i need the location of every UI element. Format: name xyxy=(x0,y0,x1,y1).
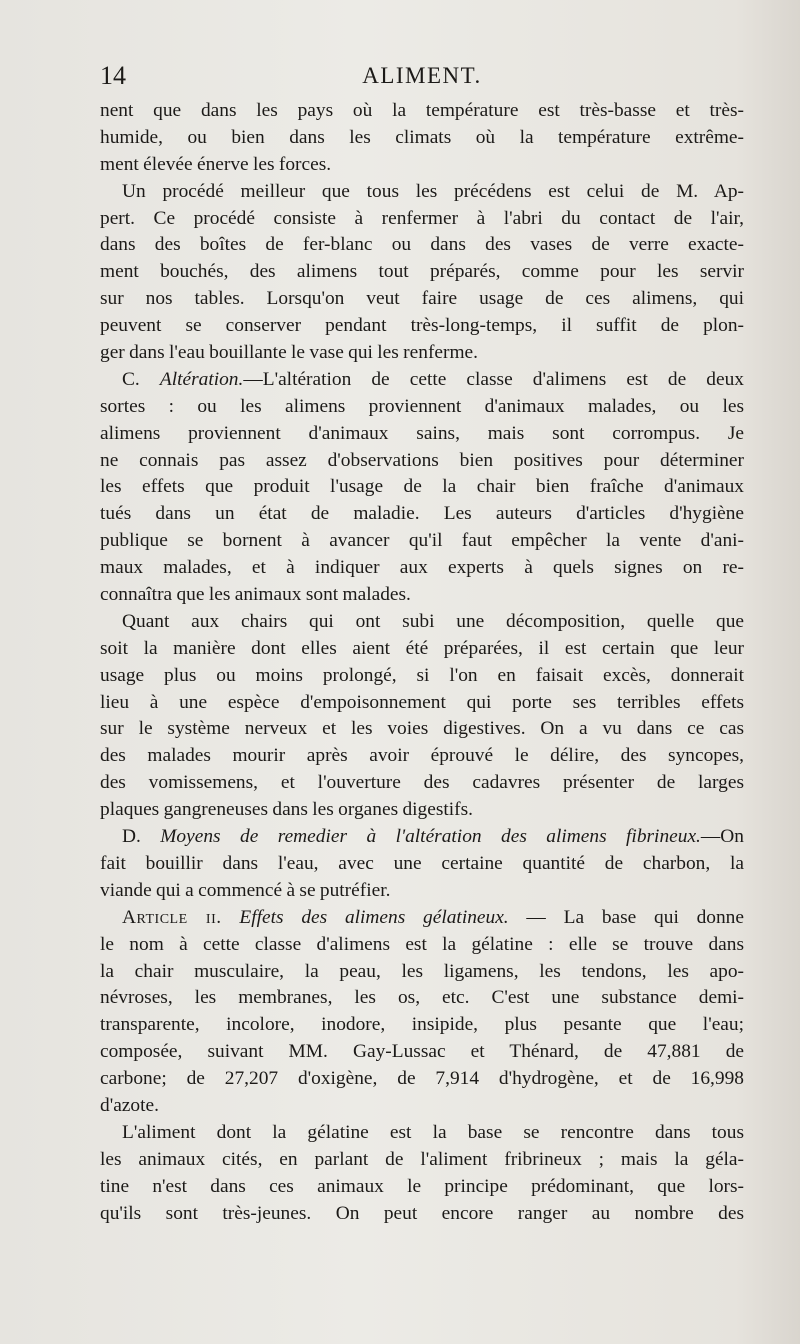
text-line xyxy=(100,1147,744,1174)
text-run: des vomissemens, et l'ouverture des cadavres présenter de larges xyxy=(100,772,744,794)
text-run: fait bouillir dans l'eau, avec une certaine quantité de charbon, la xyxy=(100,852,744,874)
text-run: D. xyxy=(122,826,161,848)
text-line xyxy=(100,770,744,797)
text-line xyxy=(100,179,744,206)
text-line xyxy=(100,663,744,690)
text-run: ger dans l'eau bouillante le vase qui les renferme. xyxy=(100,342,478,364)
page-number: 14 xyxy=(100,61,126,90)
text-line xyxy=(100,878,744,905)
text-run: carbone; de 27,207 d'oxigène, de 7,914 d'hydrogène, et de 16,998 xyxy=(100,1068,744,1090)
text-line xyxy=(100,690,744,717)
text-run: les effets que produit l'usage de la chair bien fraîche d'animaux xyxy=(100,476,744,498)
text-run: transparente, incolore, inodore, insipide, plus pesante que l'eau; xyxy=(100,1014,744,1036)
text-run: la chair musculaire, la peau, les ligamens, les tendons, les apo- xyxy=(100,960,744,982)
text-run: publique se bornent à avancer qu'il faut empêcher la vente d'ani- xyxy=(100,530,744,552)
text-run: Quant aux chairs qui ont subi une décomposition, quelle que xyxy=(122,610,744,632)
text-run: qu'ils sont très-jeunes. On peut encore ranger au nombre des xyxy=(100,1202,744,1224)
text-line xyxy=(100,448,744,475)
text-line xyxy=(100,824,744,851)
text-run: sur le système nerveux et les voies digestives. On a vu dans ce cas xyxy=(100,718,744,740)
text-line xyxy=(100,1093,744,1120)
text-run: —L'altération de cette classe d'alimens est de deux xyxy=(243,368,744,390)
text-line xyxy=(100,1201,744,1228)
text-line xyxy=(100,797,744,824)
text-line xyxy=(100,1174,744,1201)
text-line xyxy=(100,286,744,313)
text-run: alimens proviennent d'animaux sains, mais sont corrompus. Je xyxy=(100,422,744,444)
text-line xyxy=(100,636,744,663)
text-run: tine n'est dans ces animaux le principe prédominant, que lors- xyxy=(100,1175,744,1197)
text-run: ment bouchés, des alimens tout préparés, comme pour les servir xyxy=(100,261,744,283)
text-line xyxy=(100,932,744,959)
text-run: tués dans un état de maladie. Les auteurs d'articles d'hygiène xyxy=(100,503,744,525)
text-run xyxy=(222,907,240,928)
text-line xyxy=(100,367,744,394)
text-line xyxy=(100,232,744,259)
text-line xyxy=(100,421,744,448)
text-line xyxy=(100,851,744,878)
text-run: —On xyxy=(700,826,744,848)
text-line xyxy=(100,1066,744,1093)
text-run: viande qui a commencé à se putréfier. xyxy=(100,879,391,901)
text-line xyxy=(100,394,744,421)
text-run: L'aliment dont la gélatine est la base se rencontre dans tous xyxy=(122,1121,744,1143)
text-line xyxy=(100,716,744,743)
italic-run: Effets des alimens gélatineux. xyxy=(239,906,509,928)
text-line xyxy=(100,1012,744,1039)
text-line xyxy=(100,98,744,125)
text-run: névroses, les membranes, les os, etc. C'est une substance demi- xyxy=(100,987,744,1009)
text-run: usage plus ou moins prolongé, si l'on en faisait excès, donnerait xyxy=(100,664,744,686)
text-line xyxy=(100,152,744,179)
text-run: ment élevée énerve les forces. xyxy=(100,153,332,175)
text-line xyxy=(100,905,744,932)
text-line xyxy=(100,125,744,152)
page-header xyxy=(100,58,744,94)
text-line xyxy=(100,609,744,636)
text-line xyxy=(100,985,744,1012)
text-line xyxy=(100,259,744,286)
italic-run: Moyens de remedier à l'altération des alimens fibrineux. xyxy=(160,826,701,848)
text-line xyxy=(100,528,744,555)
text-line xyxy=(100,555,744,582)
text-run: composée, suivant MM. Gay-Lussac et Thénard, de 47,881 de xyxy=(100,1041,744,1063)
text-run: le nom à cette classe d'alimens est la gélatine : elle se trouve dans xyxy=(100,933,744,955)
text-run: C. xyxy=(122,368,160,390)
text-line xyxy=(100,1039,744,1066)
text-run: peuvent se conserver pendant très-long-temps, il suffit de plon- xyxy=(100,315,744,337)
text-run: pert. Ce procédé consiste à renfermer à l'abri du contact de l'air, xyxy=(100,207,744,229)
text-line xyxy=(100,1120,744,1147)
text-line xyxy=(100,959,744,986)
text-line xyxy=(100,340,744,367)
text-line xyxy=(100,206,744,233)
text-run: Un procédé meilleur que tous les précédens est celui de M. Ap- xyxy=(122,180,744,202)
text-run: nent que dans les pays où la température est très-basse et très- xyxy=(100,100,744,121)
text-line xyxy=(100,313,744,340)
running-title: ALIMENT. xyxy=(362,63,482,88)
small-caps-run: Article ii. xyxy=(122,906,222,928)
text-run: maux malades, et à indiquer aux experts à quels signes on re- xyxy=(100,557,744,579)
italic-run: Altération. xyxy=(159,368,244,390)
body-text xyxy=(100,98,744,1227)
text-run: ne connais pas assez d'observations bien positives pour déterminer xyxy=(100,449,744,471)
text-line xyxy=(100,743,744,770)
text-run: humide, ou bien dans les climats où la température extrême- xyxy=(100,126,744,148)
text-run: les animaux cités, en parlant de l'aliment fribrineux ; mais la géla- xyxy=(100,1148,744,1170)
text-run: lieu à une espèce d'empoisonnement qui porte ses terribles effets xyxy=(100,691,744,713)
text-run: d'azote. xyxy=(100,1094,159,1116)
text-run: sur nos tables. Lorsqu'on veut faire usage de ces alimens, qui xyxy=(100,288,744,310)
text-run: dans des boîtes de fer-blanc ou dans des vases de verre exacte- xyxy=(100,234,744,256)
text-line xyxy=(100,582,744,609)
text-line xyxy=(100,501,744,528)
text-run: — La base qui donne xyxy=(508,906,744,928)
text-run: connaîtra que les animaux sont malades. xyxy=(100,584,411,606)
text-line xyxy=(100,474,744,501)
text-run: des malades mourir après avoir éprouvé le délire, des syncopes, xyxy=(100,745,744,767)
text-run: sortes : ou les alimens proviennent d'animaux malades, ou les xyxy=(100,395,744,417)
text-run: soit la manière dont elles aient été préparées, il est certain que leur xyxy=(100,637,744,659)
text-run: plaques gangreneuses dans les organes digestifs. xyxy=(100,799,474,821)
